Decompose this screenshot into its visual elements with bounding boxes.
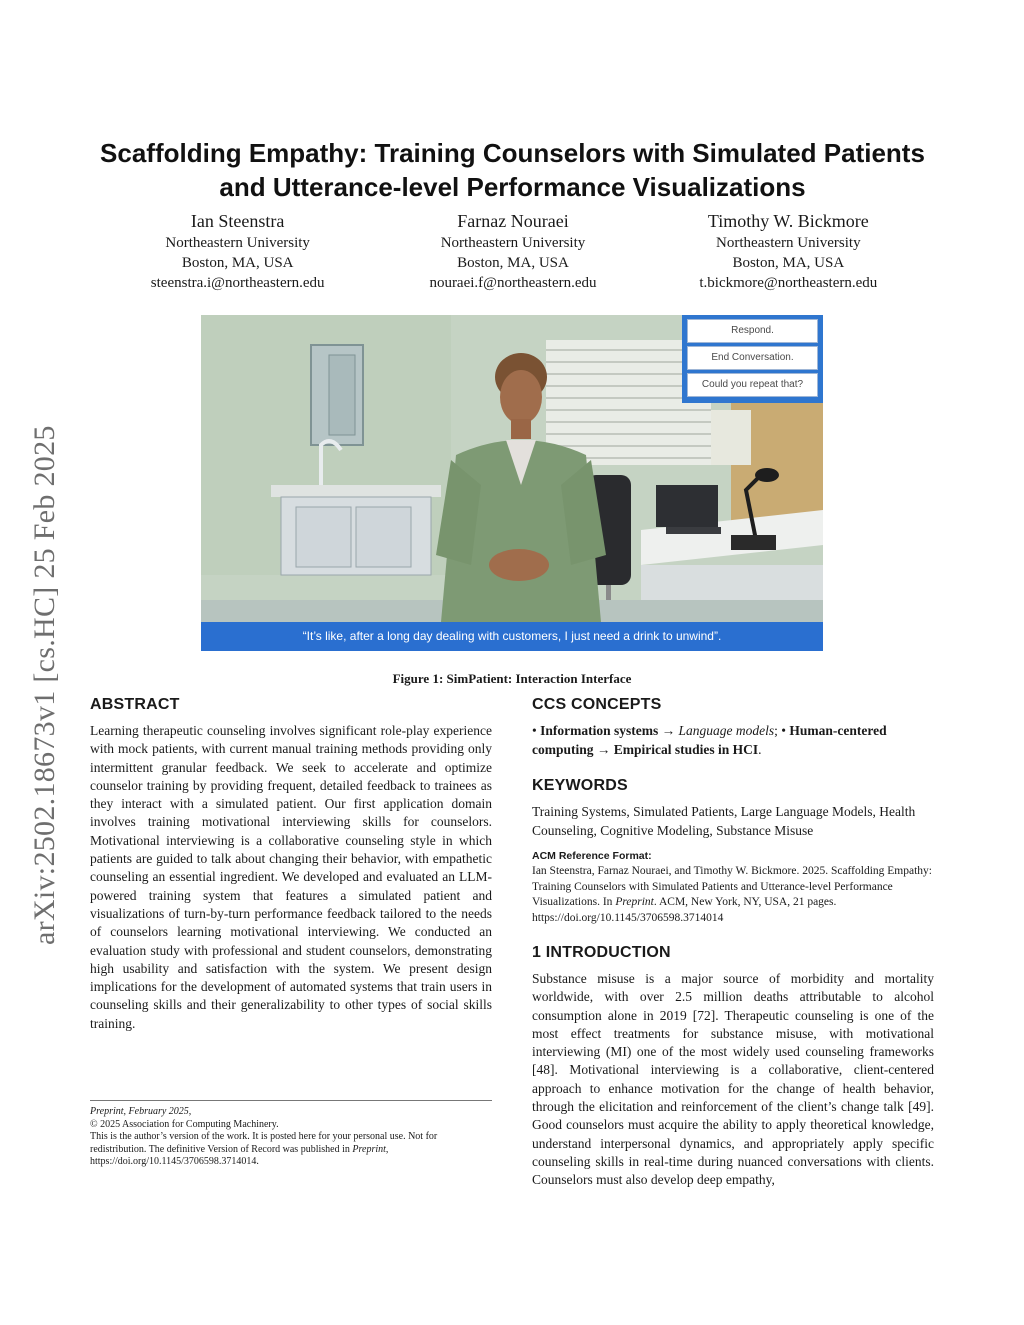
introduction-text: Substance misuse is a major source of morbidity and mortality worldwide, with over 2.5 million deaths attributable to alcohol consumption alone in 2019 [72]. Therapeutic counseling is one of the most effect treatments for substance misuse, with motivational interviewing (MI) one of the most widely used counseling frameworks [48]. Motivational interviewing is a collaborative, client-centered approach to enhance motivation for the change of health behavior, through the elicitation and reinforcement of the client’s change talk [49]. Good counselors must acquire the ability to apply theoretical knowledge, understand interpersonal dynamics, and appropriately apply specific counseling skills in real-time during nuanced conversations with clients. Counselors must also develop deep empathy, bbox=[532, 971, 934, 1188]
author-3 bbox=[651, 209, 926, 293]
repeat-button[interactable]: Could you repeat that? bbox=[687, 373, 818, 397]
figure-caption: Figure 1: SimPatient: Interaction Interface bbox=[392, 671, 632, 686]
figure-simpatient-interface bbox=[201, 315, 823, 651]
left-column bbox=[90, 696, 492, 1033]
author-location: Boston, MA, USA bbox=[457, 255, 569, 271]
footnote-copyright: © 2025 Association for Computing Machinery. bbox=[90, 1118, 279, 1130]
author-2 bbox=[375, 209, 650, 293]
acm-reference-label: ACM Reference Format: bbox=[532, 850, 652, 862]
right-column bbox=[532, 696, 934, 1190]
introduction-heading: 1 INTRODUCTION bbox=[532, 944, 671, 961]
abstract-heading: ABSTRACT bbox=[90, 696, 180, 713]
arxiv-identifier: arXiv:2502.18673v1 [cs.HC] 25 Feb 2025 bbox=[28, 425, 61, 945]
respond-button[interactable]: Respond. bbox=[687, 319, 818, 343]
author-name: Timothy W. Bickmore bbox=[707, 211, 869, 231]
footnote bbox=[90, 1100, 492, 1169]
author-location: Boston, MA, USA bbox=[181, 255, 294, 271]
abstract-text: Learning therapeutic counseling involves significant role-play experience with mock patients, with current manual training methods providing only intermittent granular feedback. We seek to accelerate and optimize counselor training by providing frequent, detailed feedback to trainees as they interact with a simulated patient. Our first application domain involves training motivational interviewing skills for counselors. Motivational interviewing is a collaborative counseling style in which patients are guided to talk about changing their behavior, with empathetic counseling an essential ingredient. We developed and evaluated an LLM-powered training system that features a simulated patient and visualizations of turn-by-turn performance feedback tailored to the needs of counselors learning motivational interviewing. We conducted an evaluation study with professional and student counselors, demonstrating high usability and satisfaction with the system. We present design implications for the development of automated systems that train users in counseling skills and their generalizability to other types of social skills training. bbox=[90, 723, 492, 1031]
author-affiliation: Northeastern University bbox=[440, 235, 586, 251]
author-name: Farnaz Nouraei bbox=[457, 211, 569, 231]
ccs-concepts: • Information systems → Language models; • Human-centered computing → Empirical studies in HCI. bbox=[532, 723, 887, 757]
end-conversation-button[interactable]: End Conversation. bbox=[687, 346, 818, 370]
paper-title: Scaffolding Empathy: Training Counselors with Simulated Patients and Utterance-level Performance Visualizations bbox=[100, 138, 925, 202]
ccs-heading: CCS CONCEPTS bbox=[532, 696, 662, 713]
footnote-venue: Preprint, February 2025, bbox=[90, 1106, 192, 1117]
acm-reference-text: Ian Steenstra, Farnaz Nouraei, and Timothy W. Bickmore. 2025. Scaffolding Empathy: Training Counselors with Simulated Patients and Utterance-level Performance Visualizations. In Preprint. ACM, New York, NY, USA, 21 pages. https://doi.org/10.1145/3706598.3714014 bbox=[532, 865, 932, 924]
patient-subtitle-bar: “It’s like, after a long day dealing with customers, I just need a drink to unwind”. bbox=[201, 622, 823, 651]
author-affiliation: Northeastern University bbox=[165, 235, 310, 251]
author-email[interactable]: nouraei.f@northeastern.edu bbox=[429, 275, 597, 291]
author-location: Boston, MA, USA bbox=[732, 255, 845, 271]
author-name: Ian Steenstra bbox=[190, 211, 285, 231]
arxiv-sidebar-stamp bbox=[28, 355, 62, 945]
keywords-heading: KEYWORDS bbox=[532, 777, 628, 794]
author-1 bbox=[100, 209, 375, 293]
author-block bbox=[100, 209, 926, 293]
author-email[interactable]: t.bickmore@northeastern.edu bbox=[699, 275, 878, 291]
author-affiliation: Northeastern University bbox=[716, 235, 861, 251]
footnote-notice: This is the author’s version of the work. It is posted here for your personal use. Not for redistribution. The definitive Version of Record was published in Preprint, https://doi.org/10.1145/3706598.3714014. bbox=[90, 1131, 438, 1167]
dialogue-options-panel bbox=[682, 315, 823, 403]
keywords-text: Training Systems, Simulated Patients, Large Language Models, Health Counseling, Cognitive Modeling, Substance Misuse bbox=[532, 804, 916, 838]
author-email[interactable]: steenstra.i@northeastern.edu bbox=[150, 275, 325, 291]
